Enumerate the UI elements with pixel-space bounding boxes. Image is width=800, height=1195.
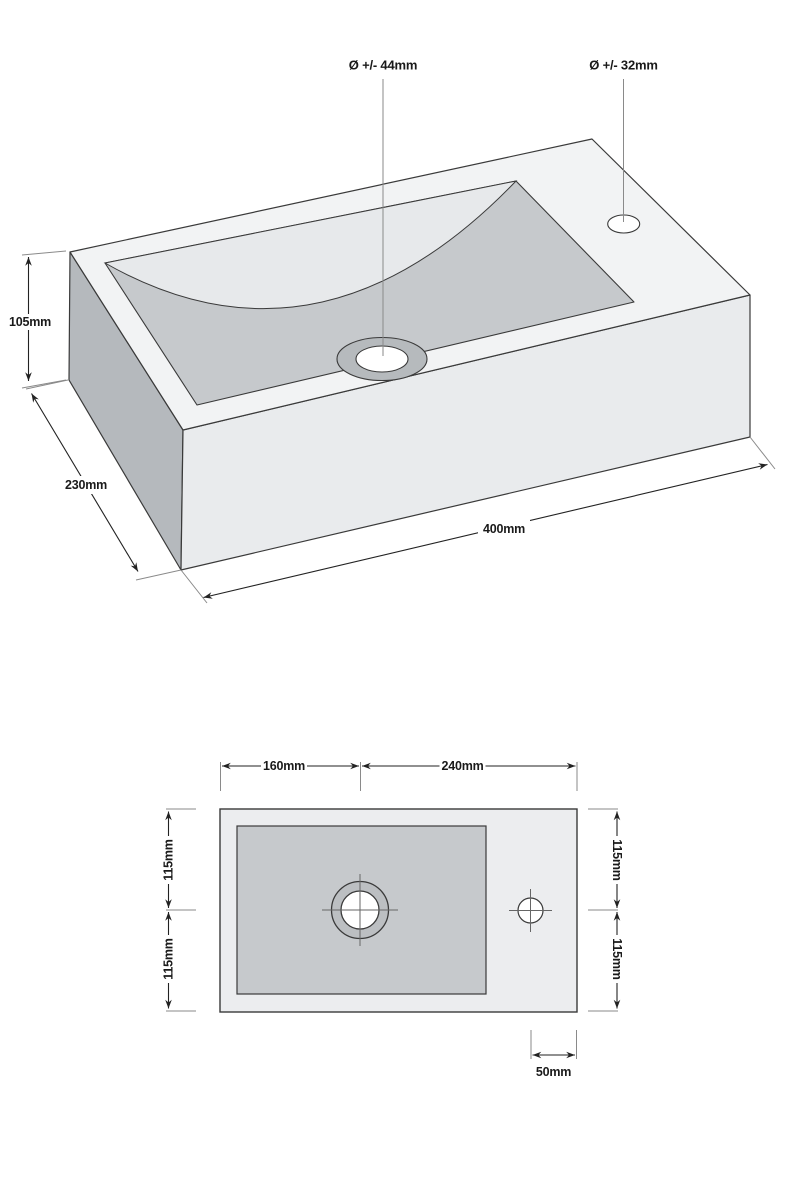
height-label: 105mm [8, 315, 52, 329]
tap-diameter-label: Ø +/- 32mm [589, 57, 658, 73]
width-label: 400mm [482, 522, 526, 536]
dim-left-halves [161, 809, 197, 1011]
dim-drain-from-left [221, 759, 361, 792]
dim-drain-to-right [362, 759, 577, 792]
iso-sink-body [69, 139, 750, 570]
depth-label: 230mm [64, 478, 108, 492]
tap-inset-label: 50mm [535, 1065, 572, 1079]
drain-diameter-label: Ø +/- 44mm [348, 57, 418, 73]
left-top-half-label: 115mm [161, 839, 176, 881]
plan-view [161, 759, 626, 1080]
drain-from-left-label: 160mm [262, 759, 306, 773]
iso-drain-hole [337, 338, 427, 381]
dim-right-halves [588, 809, 625, 1011]
drain-to-right-label: 240mm [441, 759, 484, 773]
left-bottom-half-label: 115mm [161, 938, 176, 980]
iso-view [7, 58, 775, 604]
dim-tap-inset [531, 1030, 577, 1079]
right-bottom-half-label: 115mm [610, 938, 624, 980]
dim-height [7, 251, 66, 388]
right-top-half-label: 115mm [610, 839, 624, 881]
